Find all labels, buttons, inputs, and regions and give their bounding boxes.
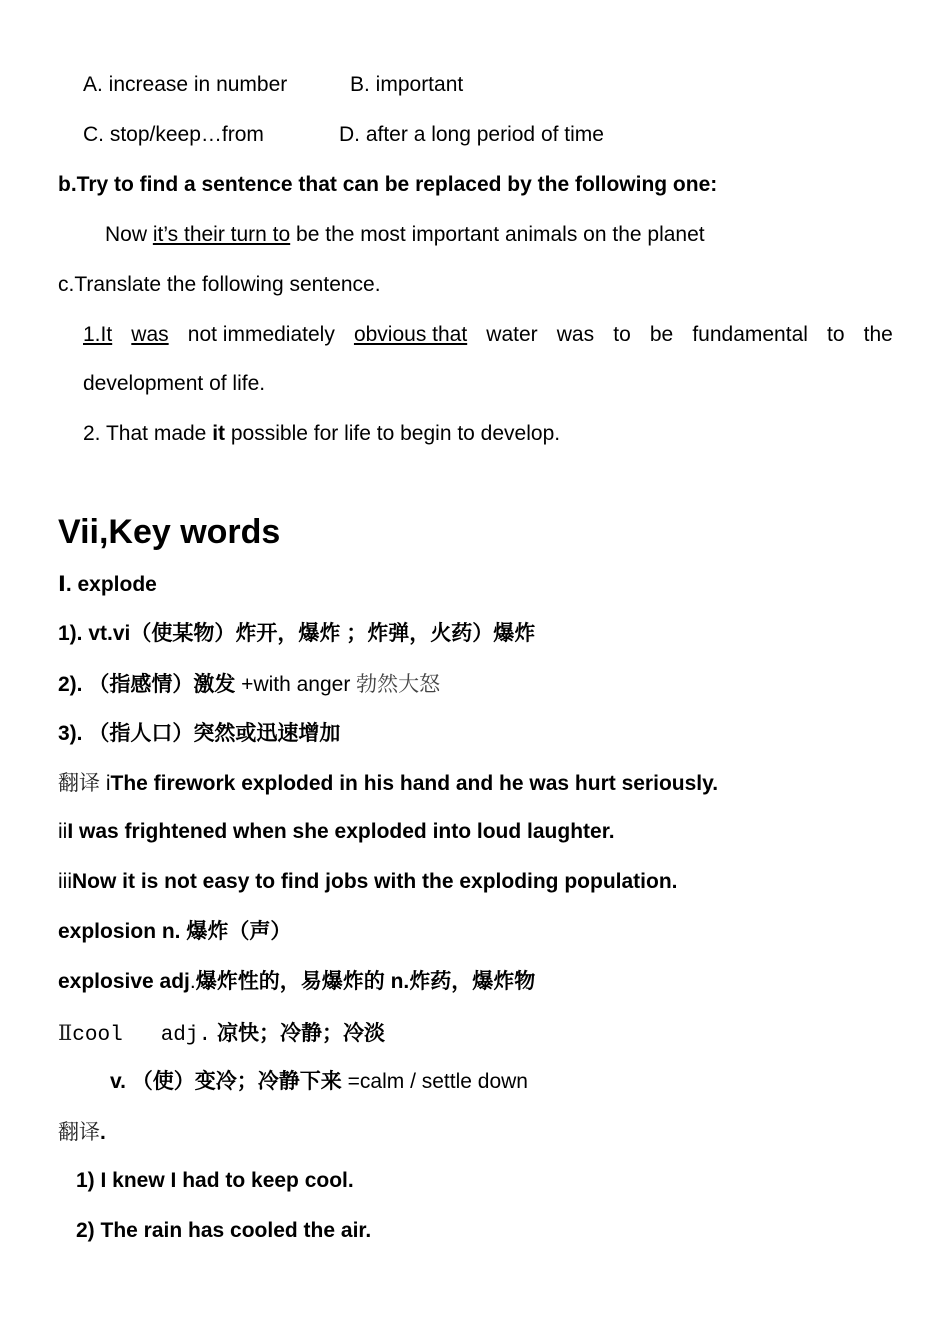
explode-meaning-3: 3). （指人口）突然或迅速增加 (58, 722, 341, 745)
task-b-sentence-post: be the most important animals on the planet (290, 223, 705, 246)
task-c-prompt: c.Translate the following sentence. (58, 273, 381, 296)
s1-word: water (486, 323, 538, 346)
option-b: B. important (350, 73, 464, 96)
cool-verb (110, 1069, 528, 1095)
s1-word: to (827, 323, 845, 346)
task-c-sentence-1 (83, 322, 893, 348)
t1-en: The firework exploded in his hand and he was hurt seriously. (110, 772, 719, 795)
s1-word: fundamental (692, 323, 808, 346)
t3-num: iii (58, 870, 72, 893)
cool-translate-dot: . (100, 1121, 106, 1144)
s1-word: the (863, 323, 893, 346)
explosive-dot: . (189, 970, 196, 993)
explosive-entry (58, 969, 535, 995)
m2-rest-cn: 勃然大怒 (356, 672, 441, 696)
task-b-sentence (105, 222, 705, 248)
task-b-prompt: b.Try to find a sentence that can be replaced by the following one: (58, 173, 718, 196)
section-title: Vii,Key words (58, 513, 281, 551)
task-b-sentence-pre: Now (105, 223, 153, 246)
t3-en: Now it is not easy to find jobs with the exploding population. (72, 870, 678, 893)
cool-sentence-1: 1) I knew I had to keep cool. (76, 1169, 354, 1192)
explode-meaning-2 (58, 671, 440, 698)
explode-translate-1 (58, 770, 718, 797)
cool-word: cool (72, 1024, 123, 1047)
explosive-meaning: 爆炸性的，易爆炸的 n.炸药，爆炸物 (195, 970, 536, 993)
cool-sentence-2: 2) The rain has cooled the air. (76, 1219, 372, 1242)
task-b-underlined-phrase: it’s their turn to (152, 223, 291, 246)
explosive-word: explosive adj (58, 970, 190, 993)
t2-num: ii (58, 820, 68, 843)
s1-num-it: 1.It (83, 323, 113, 346)
option-c: C. stop/keep…from (83, 123, 264, 146)
s1-word: to (613, 323, 631, 346)
cool-num: Ⅱ (58, 1021, 73, 1045)
s2-pre: 2. That made (83, 422, 213, 445)
option-d: D. after a long period of time (339, 123, 604, 146)
cool-translate-cn: 翻译 (58, 1120, 100, 1144)
explode-heading: Ⅰ. explode (58, 573, 157, 596)
cool-pos: adj. (160, 1024, 212, 1047)
s1-word: be (649, 323, 674, 346)
s1-not-immediately: not immediately (187, 323, 335, 346)
m2-rest-en: +with anger (235, 673, 357, 696)
cool-verb-rest: =calm / settle down (341, 1070, 528, 1093)
s1-was: was (131, 323, 169, 346)
cool-heading (58, 1020, 385, 1049)
t1-num: i (100, 772, 111, 795)
option-a: A. increase in number (83, 73, 288, 96)
task-c-sentence-2 (83, 421, 560, 447)
s1-word: was (556, 323, 595, 346)
cool-meaning: 凉快；冷静；冷淡 (211, 1022, 385, 1045)
cool-translate-label (58, 1119, 106, 1146)
explode-translate-3 (58, 869, 677, 895)
explosion-entry: explosion n. 爆炸（声） (58, 920, 292, 943)
m2-bold: 2). （指感情）激发 (58, 673, 236, 696)
explode-translate-2 (58, 819, 615, 845)
explode-meaning-1: 1). vt.vi（使某物）炸开，爆炸 ；炸弹，火药）爆炸 (58, 622, 536, 645)
task-c-sentence-1-cont: development of life. (83, 372, 266, 395)
t2-en: I was frightened when she exploded into loud laughter. (67, 820, 615, 843)
s2-it: it (212, 422, 226, 445)
cool-verb-bold: v. （使）变冷；冷静下来 (110, 1070, 342, 1093)
s2-post: possible for life to begin to develop. (225, 422, 561, 445)
t1-label: 翻译 (58, 771, 100, 795)
s1-obvious-that: obvious that (353, 323, 468, 346)
